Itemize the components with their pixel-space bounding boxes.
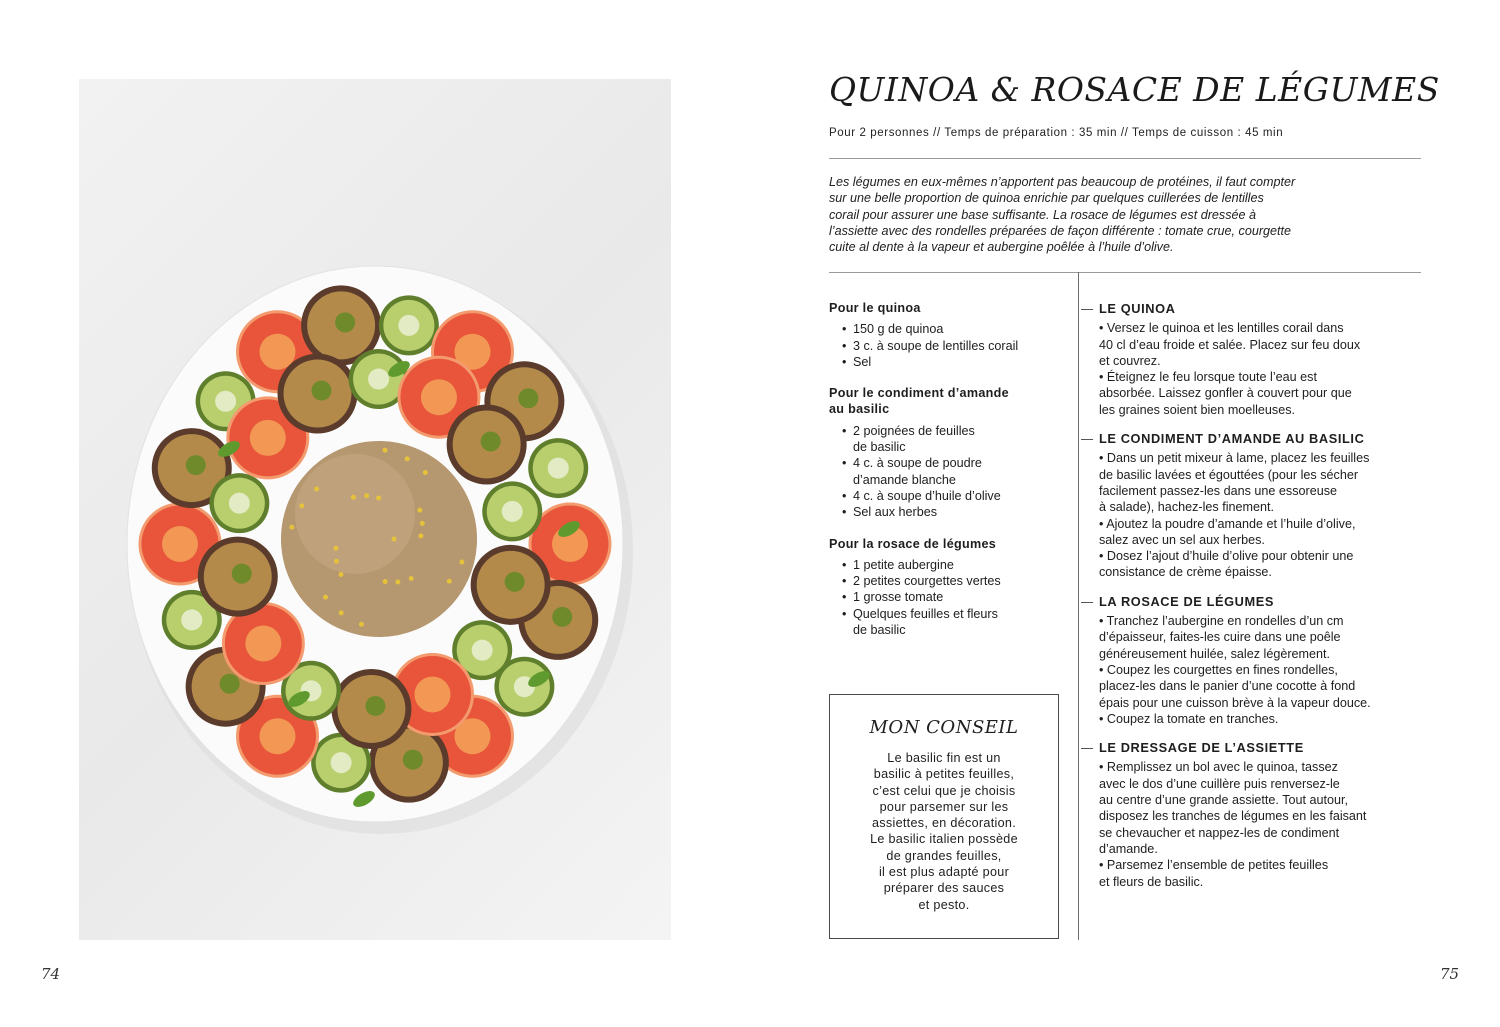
step-line: • Éteignez le feu lorsque toute l’eau est [1099,370,1317,385]
pesto-dollop [220,674,240,694]
step-line: d’amande. [1099,841,1158,856]
ingredient-group [842,321,1064,370]
page-number-left: 74 [41,965,61,983]
ingredient-item [842,589,1064,605]
step-section [1079,594,1429,727]
step-line: • Coupez les courgettes en fines rondelles, [1099,662,1338,677]
lentil [376,496,381,501]
pesto-dollop [186,455,206,475]
ingredient-item [842,557,1064,573]
tip-line: pour parsemer sur les [879,799,1009,814]
step-heading [1079,301,1429,317]
step-line: les graines soient bien moelleuses. [1099,402,1296,417]
lentil [299,503,304,508]
lentil [323,595,328,600]
step-heading-text: LE DRESSAGE DE L’ASSIETTE [1099,740,1304,756]
lentil [333,546,338,551]
ingredient-item [842,606,1064,639]
pesto-dollop [552,607,572,627]
pesto-dollop [312,381,332,401]
ingredient-group-heading [829,385,1064,418]
dash-marker [1081,602,1093,603]
pesto-dollop [335,312,355,332]
quinoa-highlight [295,454,415,574]
step-line: • Dosez l’ajout d’huile d’olive pour obtenir une [1099,549,1354,564]
intro-line: sur une belle proportion de quinoa enrichie par quelques cuillerées de lentilles [829,191,1264,206]
lentil [334,559,339,564]
pesto-dollop [518,388,538,408]
lentil [383,579,388,584]
step-heading [1079,594,1429,610]
item-line: • 1 grosse tomate [853,590,944,605]
ingredient-item [842,504,1064,520]
step-line: disposez les tranches de légumes en les faisant [1099,809,1367,824]
pesto-dollop [365,696,385,716]
item-line: de basilic [853,623,906,638]
step-text [1079,450,1429,580]
step-heading-text: LE CONDIMENT D’AMANDE AU BASILIC [1099,431,1365,447]
step-line: 40 cl d’eau froide et salée. Placez sur feu doux [1099,337,1361,352]
lentil [409,576,414,581]
divider-bottom [829,272,1421,273]
item-line: • 2 poignées de feuilles [853,423,975,438]
divider-top [829,158,1421,159]
item-line: • Sel [853,354,872,369]
lentil [339,610,344,615]
dash-marker [1081,309,1093,310]
lentil [405,456,410,461]
step-line: • Coupez la tomate en tranches. [1099,711,1279,726]
lentil [420,521,425,526]
lentil [289,525,294,530]
lentil [359,622,364,627]
item-line: • 150 g de quinoa [853,322,944,337]
ingredient-item [842,338,1064,354]
tip-title: MON CONSEIL [869,717,1019,738]
lentil [447,579,452,584]
pesto-dollop [403,750,423,770]
dish-photo [79,79,671,940]
lentil [314,486,319,491]
step-text [1079,613,1429,727]
step-line: facilement passez-les dans une essoreuse [1099,483,1338,498]
step-text [1079,759,1429,889]
step-line: • Dans un petit mixeur à lame, placez les feuilles [1099,451,1370,466]
tip-line: de grandes feuilles, [886,848,1002,863]
dish-illustration [79,79,671,940]
zucchini-core [331,752,352,773]
step-line: généreusement huilée, salez légèrement. [1099,646,1331,661]
step-line: d’épaisseur, faites-les cuire dans une poêle [1099,630,1341,645]
step-line: placez-les dans le panier d’une cocotte à fond [1099,679,1356,694]
step-line: à salade), hachez-les finement. [1099,500,1275,515]
recipe-meta: Pour 2 personnes // Temps de préparation : 35 min // Temps de cuisson : 45 min [829,127,1284,139]
step-line: • Tranchez l’aubergine en rondelles d’un cm [1099,614,1344,629]
step-line: • Ajoutez la poudre d’amande et l’huile d’olive, [1099,516,1356,531]
step-line: consistance de crème épaisse. [1099,565,1272,580]
ingredient-group-heading [829,300,1064,316]
step-line: épais pour une cuisson brève à la vapeur douce. [1099,695,1371,710]
intro-line: corail pour assurer une base suffisante. La rosace de légumes est dressée à [829,207,1257,222]
lentil [351,495,356,500]
step-line: et couvrez. [1099,353,1161,368]
zucchini-core [548,458,569,479]
tomato-seeds [414,676,450,712]
zucchini-core [398,315,419,336]
tomato-seeds [260,718,296,754]
ingredient-group-heading [829,536,1064,552]
ingredient-item [842,423,1064,456]
ingredient-item [842,488,1064,504]
tip-text [830,750,1058,913]
step-line: salez avec un sel aux herbes. [1099,532,1265,547]
ingredient-item [842,573,1064,589]
tip-line: il est plus adapté pour [878,865,1010,880]
item-line: d’amande blanche [853,472,956,487]
intro-line: l’assiette avec des rondelles préparées de façon différente : tomate crue, courgette [829,223,1292,238]
zucchini-core [215,391,236,412]
tomato-seeds [421,379,457,415]
step-text [1079,320,1429,418]
step-line: absorbée. Laissez gonfler à couvert pour que [1099,386,1352,401]
lentil [392,537,397,542]
step-section [1079,431,1429,581]
tip-line: préparer des sauces [883,881,1005,896]
step-heading [1079,431,1429,447]
lentil [459,559,464,564]
item-line: • 2 petites courgettes vertes [853,574,1001,589]
ingredient-group [842,557,1064,638]
heading-line: au basilic [829,402,890,417]
item-line: • 3 c. à soupe de lentilles corail [853,338,1019,353]
tip-line: Le basilic italien possède [870,832,1018,847]
ingredient-group [842,423,1064,521]
step-heading-text: LE QUINOA [1099,301,1176,316]
step-line: • Parsemez l’ensemble de petites feuilles [1099,858,1329,873]
step-line: au centre d’une grande assiette. Tout autour, [1099,793,1349,808]
zucchini-core [229,493,250,514]
step-section [1079,740,1429,890]
step-line: de basilic lavées et égouttées (pour les sécher [1099,467,1359,482]
lentil [418,533,423,538]
tip-line: basilic à petites feuilles, [873,767,1015,782]
lentil [364,493,369,498]
lentil [417,508,422,513]
item-line: • 4 c. à soupe d’huile d’olive [853,488,1001,503]
item-line: • Quelques feuilles et fleurs [853,606,998,621]
heading-line: Pour le condiment d’amande [829,386,1009,401]
tomato-seeds [250,420,286,456]
ingredient-item [842,321,1064,337]
tip-line: et pesto. [918,897,970,912]
pesto-dollop [481,431,501,451]
zucchini-core [472,640,493,661]
step-line: • Remplissez un bol avec le quinoa, tassez [1099,760,1338,775]
recipe-title: QUINOA & ROSACE DE LÉGUMES [829,70,1440,109]
step-heading-text: LA ROSACE DE LÉGUMES [1099,593,1275,609]
lentil [423,470,428,475]
tip-line: Le basilic fin est un [887,751,1001,765]
dash-marker [1081,439,1093,440]
pesto-dollop [232,564,252,584]
step-line: et fleurs de basilic. [1099,874,1204,889]
recipe-steps [1079,301,1429,903]
tip-line: c’est celui que je choisis [872,783,1016,798]
step-line: avec le dos d’une cuillère puis renversez-le [1099,776,1340,791]
heading-line: Pour la rosace de légumes [829,536,997,551]
step-line: • Versez le quinoa et les lentilles corail dans [1099,321,1344,336]
zucchini-core [368,369,389,390]
step-line: se chevaucher et nappez-les de condiment [1099,825,1340,840]
step-section [1079,301,1429,418]
tomato-seeds [162,526,198,562]
recipe-intro [829,174,1425,255]
zucchini-core [502,501,523,522]
item-line: • 1 petite aubergine [853,557,954,572]
intro-line: cuite al dente à la vapeur et aubergine poêlée à l’huile d’olive. [829,240,1174,255]
page-number-right: 75 [1440,965,1460,983]
item-line: • 4 c. à soupe de poudre [853,456,982,471]
dash-marker [1081,748,1093,749]
tomato-seeds [260,334,296,370]
item-line: de basilic [853,440,906,455]
lentil [339,572,344,577]
pesto-dollop [505,572,525,592]
heading-line: Pour le quinoa [829,301,921,315]
ingredient-item [842,354,1064,370]
tip-box [829,694,1059,939]
intro-line: Les légumes en eux-mêmes n’apportent pas beaucoup de protéines, il faut compter [829,175,1296,189]
step-heading [1079,740,1429,756]
ingredients-list [829,300,1064,653]
tomato-seeds [245,626,281,662]
zucchini-core [181,609,202,630]
lentil [395,580,400,585]
item-line: • Sel aux herbes [853,505,938,520]
ingredient-item [842,455,1064,488]
lentil [383,448,388,453]
tip-line: assiettes, en décoration. [871,816,1016,831]
